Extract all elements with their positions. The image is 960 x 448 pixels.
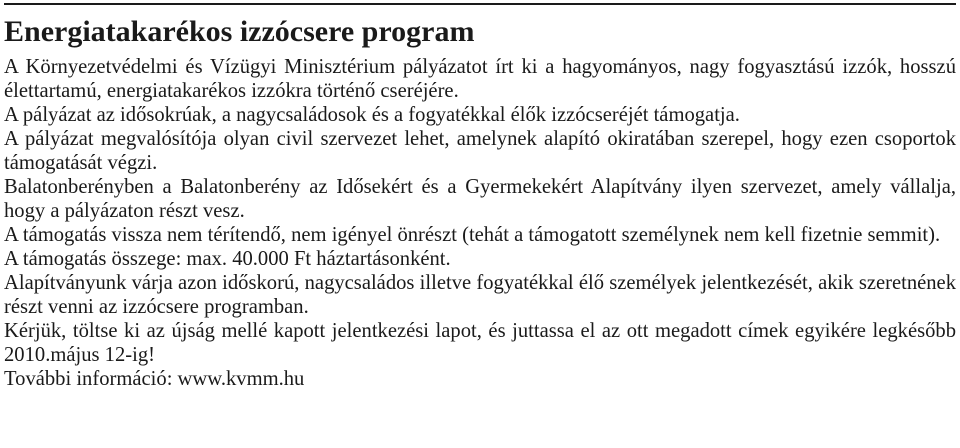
paragraph-call-to-apply: Alapítványunk várja azon időskorú, nagycsaládos illetve fogyatékkal élő személyek jelentkezését, akik szeretnének részt venni az izzócsere programban. <box>4 272 956 318</box>
paragraph-more-info: További információ: www.kvmm.hu <box>4 368 305 390</box>
paragraph-deadline: Kérjük, töltse ki az újság mellé kapott jelentkezési lapot, és juttassa el az ott megadott címek egyikére legkésőbb 2010.május 12-ig! <box>4 320 956 366</box>
top-rule <box>4 3 956 5</box>
page-title: Energiatakarékos izzócsere program <box>4 15 475 48</box>
document-page <box>0 3 960 448</box>
paragraph-foundation: Balatonberényben a Balatonberény az Idősekért és a Gyermekekért Alapítvány ilyen szervezet, amely vállalja, hogy a pályázaton részt vesz. <box>4 176 956 222</box>
paragraph-amount: A támogatás összege: max. 40.000 Ft háztartásonként. <box>4 248 451 270</box>
paragraph-target-groups: A pályázat az idősokrúak, a nagycsaládosok és a fogyatékkal élők izzócseréjét támogatja. <box>4 104 740 126</box>
paragraph-tender-intro: A Környezetvédelmi és Vízügyi Minisztérium pályázatot írt ki a hagyományos, nagy fogyasztású izzók, hosszú élettartamú, energiatakarékos izzókra történő cseréjére. <box>4 56 956 102</box>
paragraph-non-refundable: A támogatás vissza nem térítendő, nem igényel önrészt (tehát a támogatott személynek nem kell fizetnie semmit). <box>4 224 941 246</box>
paragraph-implementer: A pályázat megvalósítója olyan civil szervezet lehet, amelynek alapító okiratában szerepel, hogy ezen csoportok támogatását végzi. <box>4 128 956 174</box>
